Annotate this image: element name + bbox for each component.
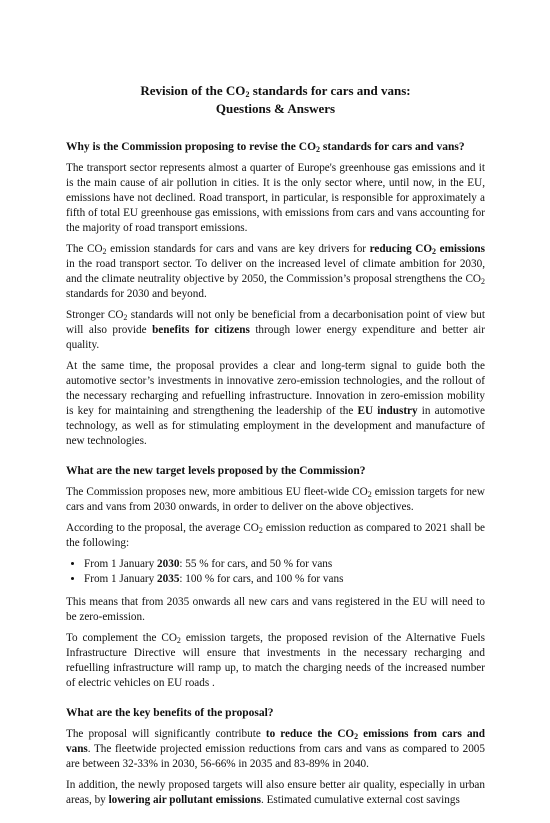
title-subscript: 2 [245,90,250,99]
target-list [66,557,485,587]
text-run: : 55 % for cars, and 50 % for vans [179,558,333,570]
subscript: 2 [176,636,181,645]
text-run: emission targets for new cars and vans from 2030 onwards, in order to deliver on the above objectives. [66,486,485,513]
title-line-2: Questions & Answers [215,101,336,116]
paragraph [66,521,485,551]
bold-run: to reduce the CO [265,728,355,740]
subscript: 2 [354,732,359,741]
text-run: standards will not only be beneficial from a decarbonisation point of view but will also provide [66,309,486,336]
text-run: Stronger CO [66,309,124,321]
paragraph [66,727,485,772]
bold-text: benefits for citizens [152,324,250,336]
bold-text [370,243,485,255]
bold-text: lowering air pollutant emissions [108,794,261,806]
paragraph [66,308,485,353]
text-run: From 1 January [84,558,158,570]
bold-text: 2030 [157,558,180,570]
text-run: through lower energy expenditure and better air quality. [66,324,485,351]
text-run: To complement the CO [66,632,177,644]
paragraph: The transport sector represents almost a quarter of Europe's greenhouse gas emissions and it is the main cause of air pollution in cities. It is the only sector where, until now, in the EU, emissions have not declined. Road transport, in particular, is responsible for approximately a fifth of total EU greenhouse gas emissions, with emissions from cars and vans accounting for the majority of road transport emissions. [66,162,485,234]
paragraph [66,631,485,691]
subscript: 2 [102,247,107,256]
paragraph: This means that from 2035 onwards all new cars and vans registered in the EU will need to be zero-emission. [66,596,485,623]
title-text-a: Revision of the CO [140,83,246,98]
heading-subscript: 2 [316,145,321,154]
text-run: emission targets, the proposed revision of the Alternative Fuels Infrastructure Directive will ensure that investments in the necessary recharging and refuelling infrastructure will ramp up, to match the charging needs of the increased number of electric vehicles on EU roads . [66,632,485,689]
bold-text: 2035 [157,573,180,585]
section-heading: What are the new target levels proposed by the Commission? [66,465,366,477]
section-new-targets [66,464,485,691]
title-line-1 [66,82,485,100]
document-body [66,82,485,823]
heading-text-a: Why is the Commission proposing to revise the CO [66,141,317,153]
bold-run: emissions [436,243,486,255]
text-run: From 1 January [84,573,158,585]
bold-text: EU industry [357,405,418,417]
bold-run: reducing CO [369,243,433,255]
section-why-revise [66,140,485,449]
paragraph [66,485,485,515]
heading-text-b: standards for cars and vans? [320,141,465,153]
list-item [84,572,485,587]
text-run: emission standards for cars and vans are key drivers for [106,243,370,255]
paragraph [66,359,485,449]
subscript: 2 [367,490,372,499]
text-run: The proposal will significantly contribute [66,728,266,740]
title-text-b: standards for cars and vans: [249,83,411,98]
list-item [84,557,485,572]
text-run: in automotive technology, as well as for stimulating employment in the development and manufacture of new technologies. [66,405,485,447]
text-run: emission reduction as compared to 2021 shall be the following: [66,522,486,549]
subscript: 2 [481,277,485,286]
document-title [66,82,485,118]
paragraph [66,242,485,302]
text-run: The Commission proposes new, more ambitious EU fleet-wide CO [66,486,368,498]
text-run: In addition, the newly proposed targets will also ensure better air quality, especially in urban areas, by [66,779,485,806]
text-run: standards for 2030 and beyond. [66,288,207,300]
section-heading [66,140,485,155]
text-run: . Estimated cumulative external cost savings [260,794,460,806]
section-heading: What are the key benefits of the proposal? [66,707,274,719]
text-run: At the same time, the proposal provides a clear and long-term signal to guide both the automotive sector’s investments in innovative zero-emission technologies, and the rollout of the necessary recharging and refuelling infrastructure. Innovation in zero-emission mobility is key for maintaining and strengthening the leadership of the [66,360,485,417]
subscript: 2 [123,313,128,322]
subscript: 2 [432,247,437,256]
text-run: According to the proposal, the average CO [66,522,259,534]
paragraph [66,778,485,808]
section-key-benefits [66,706,485,808]
text-run: in the road transport sector. To deliver on the increased level of climate ambition for 2030, and the climate neutrality objective by 2050, the Commission’s proposal strengthens the CO [66,258,485,285]
text-run: . The fleetwide projected emission reductions from cars and vans as compared to 2005 are between 32-33% in 2030, 56-66% in 2035 and 83-89% in 2040. [66,743,485,770]
text-run: : 100 % for cars, and 100 % for vans [179,573,344,585]
bold-run: emissions from cars and vans [66,728,485,755]
text-run: The CO [66,243,103,255]
subscript: 2 [258,526,263,535]
